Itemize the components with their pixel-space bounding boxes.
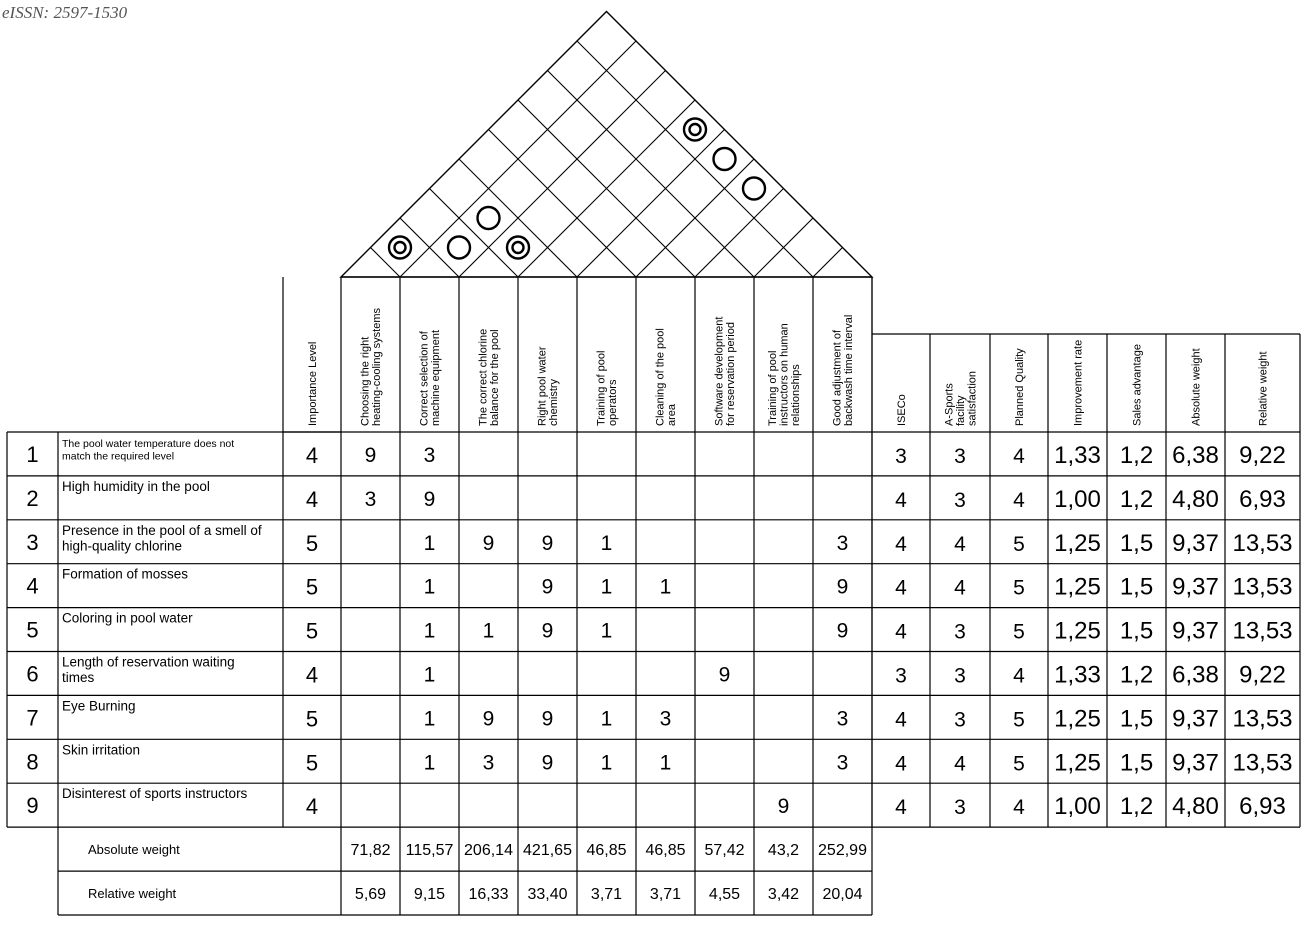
relative-weight-value: 4,55 xyxy=(708,886,741,904)
strong-correlation-inner xyxy=(690,124,701,135)
planning-value: 4 xyxy=(895,752,907,776)
relationship-value: 9 xyxy=(541,531,554,555)
customer-requirement-text: Coloring in pool water xyxy=(62,610,193,626)
strong-correlation-icon xyxy=(684,119,706,141)
planning-value: 5 xyxy=(1013,752,1025,776)
planning-value: 1,33 xyxy=(1054,441,1101,469)
technical-requirement-header-line: relationships xyxy=(789,364,802,426)
planning-value: 6,93 xyxy=(1239,485,1286,513)
technical-requirement-header xyxy=(655,328,679,426)
row-number: 1 xyxy=(26,441,39,467)
importance-value: 5 xyxy=(305,530,319,556)
relationship-value: 1 xyxy=(659,751,672,775)
relative-weight-value: 16,33 xyxy=(468,886,509,904)
planning-value: 3 xyxy=(954,708,966,732)
technical-requirement-header xyxy=(360,307,384,426)
relationship-value: 3 xyxy=(364,487,377,511)
relative-weight-value: 9,15 xyxy=(413,886,446,904)
planning-value: 5 xyxy=(1013,532,1025,556)
grid-line xyxy=(813,248,843,278)
planning-header xyxy=(896,394,908,426)
planning-value: 6,38 xyxy=(1172,441,1219,469)
planning-header xyxy=(943,371,978,426)
planning-value: 1,2 xyxy=(1119,661,1154,689)
relationship-value: 1 xyxy=(600,707,613,731)
planning-value: 6,93 xyxy=(1239,793,1286,821)
planning-value: 3 xyxy=(895,664,907,688)
technical-requirement-header-line: Training of pool xyxy=(595,350,608,426)
customer-requirement-text: match the required level xyxy=(62,450,175,463)
technical-requirement-header-line: Right pool water xyxy=(536,346,549,426)
technical-requirement-header xyxy=(714,317,738,426)
absolute-weight-value: 71,82 xyxy=(350,842,391,860)
relationship-value: 1 xyxy=(482,619,495,643)
relationship-value: 9 xyxy=(541,619,554,643)
relationship-value: 9 xyxy=(541,575,554,599)
technical-requirement-header xyxy=(596,351,620,426)
planning-value: 13,53 xyxy=(1232,705,1293,733)
customer-requirement-text: Skin irritation xyxy=(62,742,141,758)
planning-value: 1,2 xyxy=(1119,793,1154,821)
row-number: 9 xyxy=(26,793,39,819)
relative-weight-value: 33,40 xyxy=(527,886,568,904)
planning-header xyxy=(1014,348,1026,426)
planning-value: 13,53 xyxy=(1232,573,1293,601)
importance-value: 4 xyxy=(305,794,319,820)
relationship-value: 9 xyxy=(541,707,554,731)
planning-value: 1,25 xyxy=(1054,529,1101,557)
strong-correlation-inner xyxy=(513,242,524,253)
correlation-icon xyxy=(448,237,470,259)
relative-weight-value: 5,69 xyxy=(354,886,387,904)
customer-requirement-text: Presence in the pool of a smell of xyxy=(62,522,262,538)
strong-correlation-icon xyxy=(389,237,411,259)
planning-value: 4 xyxy=(1013,444,1025,468)
planning-value: 4 xyxy=(1013,664,1025,688)
relationship-value: 1 xyxy=(423,663,436,687)
absolute-weight-label: Absolute weight xyxy=(88,842,180,858)
planning-value: 4,80 xyxy=(1172,485,1219,513)
relationship-value: 9 xyxy=(364,443,377,467)
planning-value: 9,37 xyxy=(1172,529,1219,557)
row-number: 2 xyxy=(26,485,39,511)
roof-outline xyxy=(341,12,872,278)
planning-value: 5 xyxy=(1013,576,1025,600)
planning-value: 1,25 xyxy=(1054,705,1101,733)
planning-value: 1,25 xyxy=(1054,573,1101,601)
relationship-value: 9 xyxy=(541,751,554,775)
relationship-value: 1 xyxy=(423,531,436,555)
technical-requirement-header-line: balance for the pool xyxy=(489,329,502,426)
planning-value: 4 xyxy=(1013,488,1025,512)
planning-value: 9,22 xyxy=(1239,441,1286,469)
relationship-value: 1 xyxy=(600,575,613,599)
relative-weight-value: 20,04 xyxy=(822,886,863,904)
planning-value: 5 xyxy=(1013,620,1025,644)
relationship-value: 1 xyxy=(600,619,613,643)
relationship-value: 9 xyxy=(482,707,495,731)
absolute-weight-value: 46,85 xyxy=(586,842,627,860)
planning-header xyxy=(1131,344,1143,426)
planning-header-line: ISECo xyxy=(895,394,908,426)
technical-requirement-header-line: Software development xyxy=(713,316,726,426)
planning-value: 4 xyxy=(895,708,907,732)
correlation-icon xyxy=(478,207,500,229)
planning-value: 5 xyxy=(1013,708,1025,732)
planning-value: 1,00 xyxy=(1054,485,1101,513)
customer-requirement-text: high-quality chlorine xyxy=(62,538,183,554)
relationship-value: 9 xyxy=(482,531,495,555)
absolute-weight-value: 43,2 xyxy=(767,842,800,860)
relationship-value: 3 xyxy=(659,707,672,731)
row-number: 8 xyxy=(26,749,39,775)
technical-requirement-header-line: Correct selection of xyxy=(418,331,431,426)
row-number: 5 xyxy=(26,617,39,643)
technical-requirement-header-line: Choosing the right xyxy=(359,336,372,426)
importance-value: 5 xyxy=(305,574,319,600)
importance-value: 4 xyxy=(305,662,319,688)
planning-value: 4 xyxy=(954,576,966,600)
planning-value: 9,37 xyxy=(1172,705,1219,733)
planning-header xyxy=(1190,348,1202,426)
row-number: 6 xyxy=(26,661,39,687)
relationship-value: 9 xyxy=(423,487,436,511)
absolute-weight-value: 421,65 xyxy=(523,842,572,860)
importance-value: 5 xyxy=(305,750,319,776)
planning-value: 3 xyxy=(954,444,966,468)
planning-value: 4,80 xyxy=(1172,793,1219,821)
correlation-icon xyxy=(714,148,736,170)
planning-value: 3 xyxy=(954,620,966,644)
grid-line xyxy=(459,71,666,278)
relationship-value: 3 xyxy=(482,751,495,775)
relationship-value: 3 xyxy=(836,531,849,555)
planning-value: 1,2 xyxy=(1119,441,1154,469)
importance-level-header xyxy=(307,342,319,426)
planning-header xyxy=(1257,351,1269,426)
relationship-value: 1 xyxy=(600,531,613,555)
technical-requirement-header xyxy=(832,315,856,426)
planning-value: 1,2 xyxy=(1119,485,1154,513)
planning-value: 3 xyxy=(895,444,907,468)
planning-value: 4 xyxy=(954,752,966,776)
strong-correlation-inner xyxy=(395,242,406,253)
relationship-value: 1 xyxy=(423,751,436,775)
row-number: 3 xyxy=(26,529,39,555)
importance-value: 4 xyxy=(305,486,319,512)
planning-value: 4 xyxy=(895,576,907,600)
strong-correlation-icon xyxy=(507,237,529,259)
row-number: 7 xyxy=(26,705,39,731)
planning-value: 4 xyxy=(895,488,907,512)
technical-requirement-header-line: machine equipment xyxy=(430,329,443,426)
technical-requirement-header xyxy=(767,323,802,426)
relationship-value: 1 xyxy=(659,575,672,599)
technical-requirement-header xyxy=(537,346,561,426)
absolute-weight-value: 115,57 xyxy=(405,842,454,860)
customer-requirement-text: Length of reservation waiting xyxy=(62,654,235,670)
planning-value: 3 xyxy=(954,796,966,820)
relationship-value: 9 xyxy=(836,619,849,643)
planning-header-line: Sales advantage xyxy=(1131,344,1144,426)
planning-value: 1,00 xyxy=(1054,793,1101,821)
planning-header-line: Relative weight xyxy=(1257,351,1270,426)
planning-value: 9,37 xyxy=(1172,617,1219,645)
planning-header-line: Planned Quality xyxy=(1013,348,1026,426)
planning-value: 1,5 xyxy=(1119,529,1154,557)
planning-value: 4 xyxy=(954,532,966,556)
planning-value: 1,5 xyxy=(1119,617,1154,645)
relationship-value: 3 xyxy=(836,751,849,775)
relationship-value: 1 xyxy=(600,751,613,775)
planning-value: 9,37 xyxy=(1172,749,1219,777)
relationship-value: 3 xyxy=(423,443,436,467)
planning-value: 1,5 xyxy=(1119,705,1154,733)
importance-value: 5 xyxy=(305,706,319,732)
planning-value: 9,37 xyxy=(1172,573,1219,601)
importance-value: 5 xyxy=(305,618,319,644)
grid-line xyxy=(548,71,755,278)
technical-requirement-header-line: Cleaning of the pool xyxy=(654,328,667,426)
grid-line xyxy=(430,189,519,278)
planning-header-line: satisfaction xyxy=(966,370,979,426)
importance-value: 4 xyxy=(305,442,319,468)
planning-value: 4 xyxy=(895,620,907,644)
relative-weight-value: 3,71 xyxy=(590,886,623,904)
planning-header xyxy=(1072,340,1084,426)
technical-requirement-header-line: operators xyxy=(607,379,620,426)
technical-requirement-header xyxy=(478,329,502,426)
planning-value: 1,25 xyxy=(1054,749,1101,777)
relationship-value: 9 xyxy=(777,795,790,819)
relationship-value: 1 xyxy=(423,575,436,599)
planning-header-line: facility xyxy=(954,395,967,426)
planning-value: 13,53 xyxy=(1232,617,1293,645)
relative-weight-value: 3,42 xyxy=(767,886,800,904)
planning-header-line: A-Sports xyxy=(943,383,956,426)
absolute-weight-value: 46,85 xyxy=(645,842,686,860)
technical-requirement-header xyxy=(419,330,443,426)
planning-value: 3 xyxy=(954,664,966,688)
relationship-value: 9 xyxy=(836,575,849,599)
relationship-value: 3 xyxy=(836,707,849,731)
planning-value: 3 xyxy=(954,488,966,512)
planning-value: 1,5 xyxy=(1119,749,1154,777)
planning-value: 1,33 xyxy=(1054,661,1101,689)
planning-value: 9,22 xyxy=(1239,661,1286,689)
technical-requirement-header-line: area xyxy=(666,403,679,426)
relationship-value: 1 xyxy=(423,619,436,643)
absolute-weight-value: 252,99 xyxy=(818,842,867,860)
grid-line xyxy=(695,189,784,278)
customer-requirement-text: The pool water temperature does not xyxy=(62,438,235,450)
customer-requirement-text: Eye Burning xyxy=(62,698,136,714)
planning-value: 4 xyxy=(895,532,907,556)
technical-requirement-header-line: The correct chlorine xyxy=(477,328,490,426)
relationship-value: 9 xyxy=(718,663,731,687)
relationship-value: 1 xyxy=(423,707,436,731)
technical-requirement-header-line: Training of pool xyxy=(766,350,779,426)
planning-value: 13,53 xyxy=(1232,749,1293,777)
customer-requirement-text: times xyxy=(62,670,95,685)
customer-requirement-text: Disinterest of sports instructors xyxy=(62,786,248,802)
relative-weight-value: 3,71 xyxy=(649,886,682,904)
technical-requirement-header-line: backwash time interval xyxy=(843,314,856,426)
relative-weight-label: Relative weight xyxy=(88,886,177,902)
absolute-weight-value: 57,42 xyxy=(704,842,745,860)
planning-value: 4 xyxy=(895,796,907,820)
planning-value: 6,38 xyxy=(1172,661,1219,689)
planning-value: 1,5 xyxy=(1119,573,1154,601)
customer-requirement-text: High humidity in the pool xyxy=(62,478,210,494)
technical-requirement-header-line: heating-cooling systems xyxy=(371,307,384,426)
planning-header-line: Absolute weight xyxy=(1190,348,1203,426)
technical-requirement-header-line: Good adjustment of xyxy=(831,329,844,426)
technical-requirement-header-line: for reservation period xyxy=(725,322,738,426)
grid-line xyxy=(577,130,725,278)
correlation-icon xyxy=(743,178,765,200)
importance-level-header-line: Importance Level xyxy=(306,341,319,426)
absolute-weight-value: 206,14 xyxy=(464,842,513,860)
technical-requirement-header-line: instructors on human xyxy=(778,323,791,426)
planning-value: 1,25 xyxy=(1054,617,1101,645)
planning-value: 4 xyxy=(1013,796,1025,820)
customer-requirement-text: Formation of mosses xyxy=(62,566,189,582)
technical-requirement-header-line: chemistry xyxy=(548,378,561,426)
row-number: 4 xyxy=(26,573,39,599)
journal-header-fragment: eISSN: 2597-1530 xyxy=(2,3,128,22)
planning-value: 13,53 xyxy=(1232,529,1293,557)
planning-header-line: Improvement rate xyxy=(1072,339,1085,426)
